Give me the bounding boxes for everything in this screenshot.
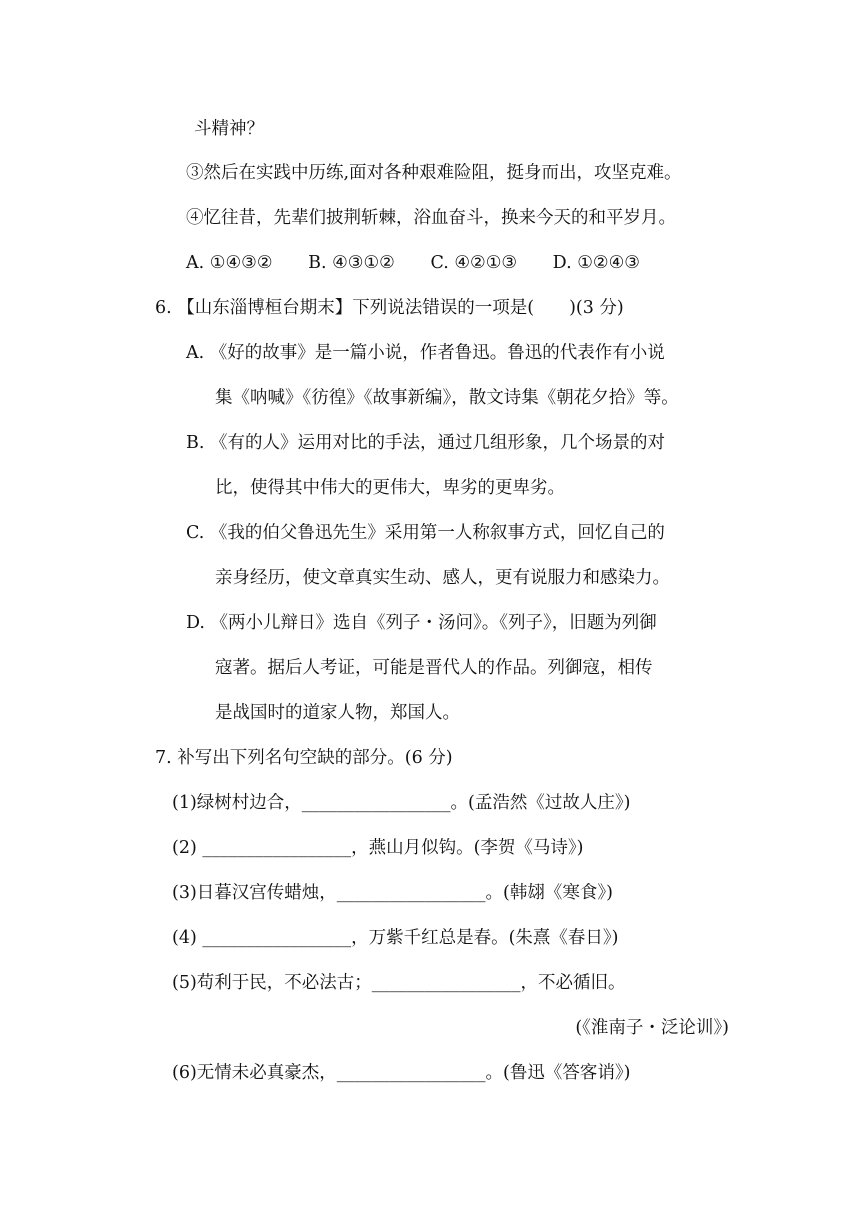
q7-item-4: (4) _________________，万紫千红总是春。(朱熹《春日》): [172, 928, 619, 948]
q7-item-1: (1)绿树村边合，_________________。(孟浩然《过故人庄》): [172, 793, 631, 813]
q5-text-line-1: 斗精神？: [194, 119, 264, 139]
q5-option-a[interactable]: A. ①④③②: [186, 253, 273, 273]
q6-option-d-line-1[interactable]: D. 《两小儿辩日》选自《列子・汤问》。《列子》，旧题为列御: [186, 613, 657, 633]
q5-text-line-2: ③然后在实践中历练,面对各种艰难险阻，挺身而出，攻坚克难。: [186, 163, 682, 183]
q6-option-b-line-2: 比，使得其中伟大的更伟大，卑劣的更卑劣。: [215, 478, 565, 498]
q7-item-6: (6)无情未必真豪杰，_________________。(鲁迅《答客诮》): [172, 1063, 631, 1083]
q7-item-5: (5)苟利于民，不必法古；_________________，不必循旧。: [172, 973, 626, 993]
q6-option-d-line-2: 寇著。据后人考证，可能是晋代人的作品。列御寇，相传: [215, 658, 653, 678]
q7-item-2: (2) _________________，燕山月似钩。(李贺《马诗》): [172, 838, 584, 858]
q5-option-c[interactable]: C. ④②①③: [430, 253, 518, 273]
q6-option-b-line-1[interactable]: B. 《有的人》运用对比的手法，通过几组形象，几个场景的对: [186, 433, 665, 453]
q6-option-c-line-1[interactable]: C. 《我的伯父鲁迅先生》采用第一人称叙事方式，回忆自己的: [186, 523, 665, 543]
q7-item-3: (3)日暮汉宫传蜡烛，_________________。(韩翃《寒食》): [172, 883, 613, 903]
q7-item-5-source: (《淮南子・泛论训》): [575, 1018, 729, 1038]
q6-option-d-line-3: 是战国时的道家人物，郑国人。: [215, 703, 460, 723]
q5-options: [186, 251, 640, 275]
q5-option-b[interactable]: B. ④③①②: [308, 253, 395, 273]
q6-option-a-line-2: 集《呐喊》《彷徨》《故事新编》，散文诗集《朝花夕拾》等。: [215, 388, 679, 408]
q7-stem: 7. 补写出下列名句空缺的部分。(6 分): [155, 748, 453, 768]
q6-option-a-line-1[interactable]: A. 《好的故事》是一篇小说，作者鲁迅。鲁迅的代表作有小说: [186, 343, 665, 363]
q6-option-c-line-2: 亲身经历，使文章真实生动、感人，更有说服力和感染力。: [215, 568, 670, 588]
q6-stem: 6. 【山东淄博桓台期末】下列说法错误的一项是( )(3 分): [155, 298, 624, 318]
q5-text-line-3: ④忆往昔，先辈们披荆斩棘，浴血奋斗，换来今天的和平岁月。: [186, 208, 676, 228]
q5-option-d[interactable]: D. ①②④③: [552, 253, 640, 273]
